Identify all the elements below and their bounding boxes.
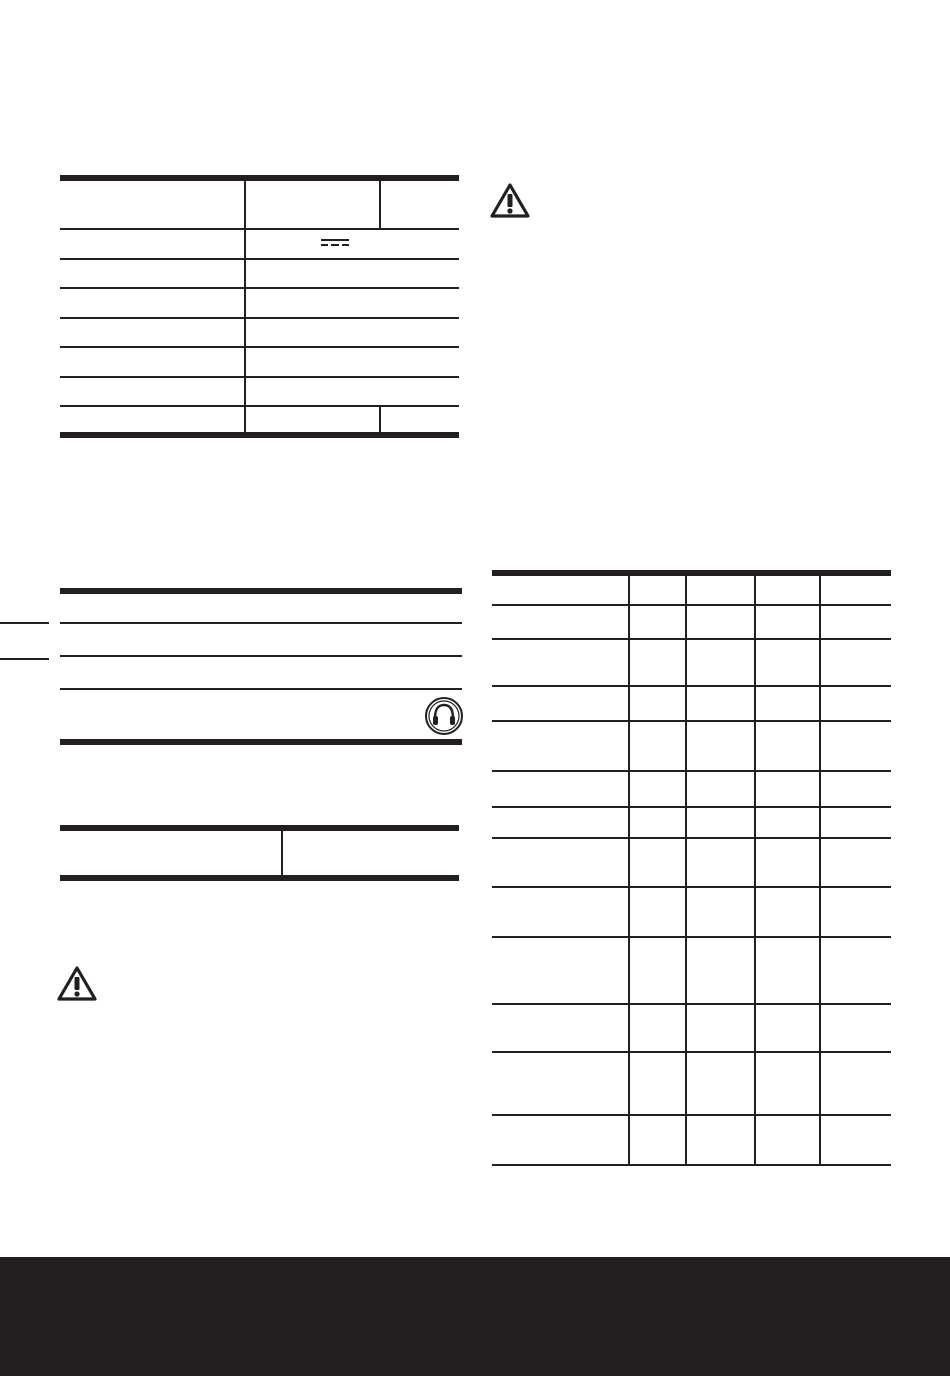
column-divider bbox=[819, 576, 821, 1165]
footer-band bbox=[0, 1257, 950, 1376]
table-top-rule bbox=[60, 588, 462, 594]
warning-triangle-icon bbox=[489, 182, 531, 220]
row-rule bbox=[60, 228, 459, 230]
margin-marker bbox=[0, 658, 49, 660]
table-bottom-rule bbox=[60, 739, 462, 745]
ear-protection-icon bbox=[424, 696, 464, 736]
row-rule bbox=[492, 770, 891, 772]
margin-marker bbox=[0, 622, 49, 624]
column-divider bbox=[685, 576, 687, 1165]
column-divider bbox=[379, 181, 381, 228]
column-divider bbox=[244, 181, 246, 432]
row-rule bbox=[60, 688, 462, 690]
row-rule bbox=[492, 720, 891, 722]
row-rule bbox=[60, 405, 459, 407]
table-top-rule bbox=[60, 175, 459, 181]
row-rule bbox=[60, 287, 459, 289]
table-bottom-rule bbox=[60, 875, 459, 881]
row-rule bbox=[60, 655, 462, 657]
row-rule bbox=[492, 837, 891, 839]
warning-triangle-icon bbox=[56, 965, 98, 1003]
row-rule bbox=[60, 346, 459, 348]
row-rule bbox=[60, 317, 459, 319]
row-rule bbox=[60, 376, 459, 378]
row-rule bbox=[492, 886, 891, 888]
table-bottom-rule bbox=[60, 432, 459, 438]
column-divider bbox=[379, 406, 381, 432]
row-rule bbox=[492, 1114, 891, 1116]
row-rule bbox=[492, 638, 891, 640]
row-rule bbox=[492, 685, 891, 687]
table-top-rule bbox=[492, 570, 891, 576]
column-divider bbox=[754, 576, 756, 1165]
row-rule bbox=[492, 806, 891, 808]
column-divider bbox=[281, 831, 283, 876]
dc-current-icon bbox=[321, 238, 349, 248]
row-rule bbox=[60, 258, 459, 260]
table-top-rule bbox=[60, 825, 459, 831]
row-rule bbox=[492, 936, 891, 938]
row-rule bbox=[492, 1051, 891, 1053]
table-bottom-rule bbox=[492, 1164, 891, 1166]
column-divider bbox=[628, 576, 630, 1165]
row-rule bbox=[492, 1003, 891, 1005]
row-rule bbox=[60, 622, 462, 624]
row-rule bbox=[492, 604, 891, 606]
